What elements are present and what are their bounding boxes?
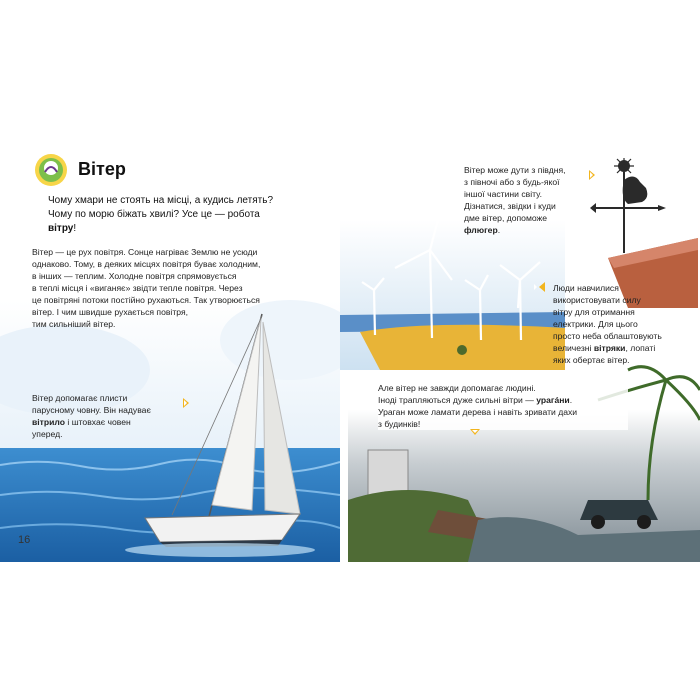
caption-line: вітру для отримання [553, 307, 635, 317]
turbine-caption [553, 282, 693, 366]
lead-tail: ! [73, 223, 77, 234]
caption-line: парусному човну. Він надуває [32, 405, 151, 415]
arrow-icon [470, 429, 480, 435]
caption-line [464, 224, 594, 236]
caption-line: Ураган може ламати дерева і навіть зривати дахи [378, 407, 578, 417]
caption-tail: і штовхає човен [65, 417, 131, 427]
caption-line [32, 416, 192, 428]
caption-line [553, 342, 693, 354]
book-spread [0, 130, 700, 562]
page-number: 16 [18, 534, 31, 546]
caption-line: Але вітер не завжди допомагає людині. [378, 383, 536, 393]
body-line: в теплі місця і «виганяє» звідти тепле повітря. Через [32, 283, 243, 293]
caption-line: Дізнатися, звідки і куди [464, 201, 556, 211]
caption-line: Вітер може дути з півдня, [464, 165, 566, 175]
caption-pre: величезні [553, 343, 594, 353]
body-line: це повітряні потоки постійно рухаються. Так утворюється [32, 295, 260, 305]
weathervane-caption [464, 164, 594, 236]
lead-line [48, 222, 288, 236]
rooster-icon [623, 176, 648, 204]
caption-bold-word: вітряки [593, 343, 626, 353]
caption-bold-word: вітрило [32, 417, 66, 427]
arrow-icon [589, 170, 595, 180]
caption-line: іншої частини світу. [464, 189, 542, 199]
body-line: тим сильніший вітер. [32, 319, 116, 329]
caption-line: Вітер допомагає плисти [32, 393, 128, 403]
body-line: в інших — теплим. Холодне повітря спрямовується [32, 271, 237, 281]
arrow-icon [183, 398, 189, 408]
right-page [340, 130, 700, 562]
lead-line: Чому хмари не стоять на місці, а кудись летять? [48, 195, 274, 206]
caption-pre: Іноді трапляються дуже сильні вітри — [378, 395, 537, 405]
caption-line: використовувати силу [553, 295, 641, 305]
wind-turbines-illustration [340, 220, 565, 370]
caption-line: дме вітер, допоможе [464, 213, 548, 223]
left-page [0, 130, 340, 562]
lead-text [48, 194, 288, 236]
caption-line: з будинків! [378, 419, 421, 429]
sun-icon [33, 152, 69, 188]
caption-line: яких обертає вітер. [553, 355, 630, 365]
body-paragraph [32, 246, 292, 330]
body-line: Вітер — це рух повітря. Сонце нагріває Землю не усюди [32, 247, 258, 257]
caption-line: з півночі або з будь-якої [464, 177, 560, 187]
caption-line: Люди навчилися [553, 283, 619, 293]
caption-line [378, 394, 628, 406]
sail-caption [32, 392, 192, 440]
caption-line: просто неба облаштовують [553, 331, 662, 341]
caption-bold-word: флюгер [464, 225, 498, 235]
hurricane-caption [378, 382, 628, 430]
caption-tail: . [569, 395, 573, 405]
body-line: однаково. Тому, в деяких місцях повітря буває холодним, [32, 259, 261, 269]
page-title: Вітер [78, 159, 126, 179]
arrow-icon [539, 282, 545, 292]
caption-bold-word: урагáни [536, 395, 570, 405]
body-line: вітер. І чим швидше рухається повітря, [32, 307, 188, 317]
lead-bold-word: вітру [48, 223, 74, 234]
caption-tail: . [497, 225, 501, 235]
caption-line: електрики. Для цього [553, 319, 638, 329]
caption-line: уперед. [32, 429, 63, 439]
caption-tail: , лопаті [625, 343, 656, 353]
lead-line: Чому по морю біжать хвилі? Усе це — робота [48, 209, 260, 220]
